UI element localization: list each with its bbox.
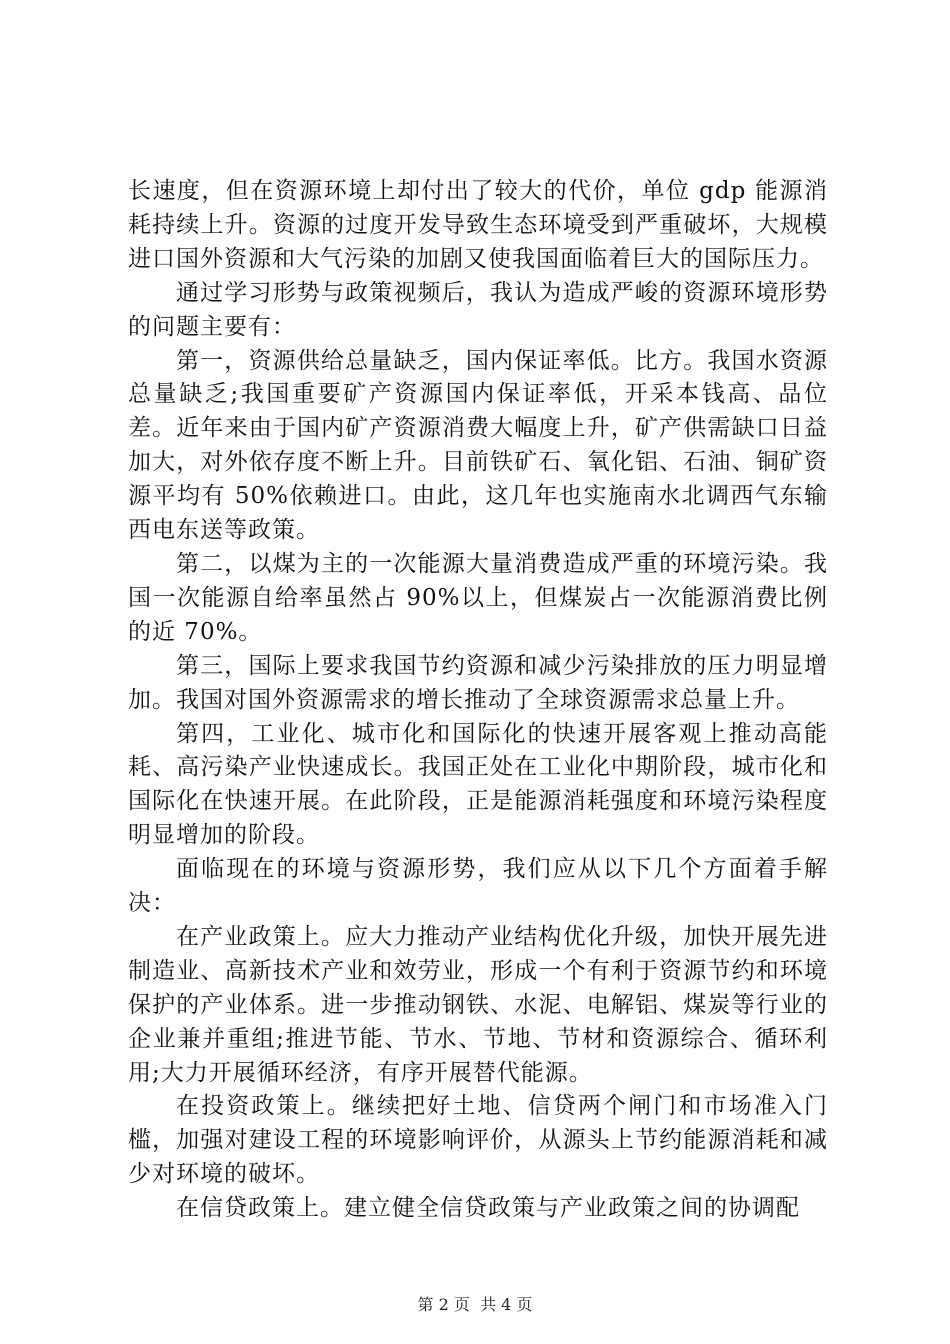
paragraph: 通过学习形势与政策视频后，我认为造成严峻的资源环境形势的问题主要有： <box>128 279 828 340</box>
paragraph: 面临现在的环境与资源形势，我们应从以下几个方面着手解决： <box>128 856 828 917</box>
document-body <box>128 175 828 1226</box>
paragraph: 长速度，但在资源环境上却付出了较大的代价，单位 gdp 能源消耗持续上升。资源的过度开发导致生态环境受到严重破坏，大规模进口国外资源和大气污染的加剧又使我国面临着巨大的国际压力。 <box>128 178 828 272</box>
page-number-label: 第 2 页 共 4 页 <box>417 1295 533 1314</box>
paragraph: 在产业政策上。应大力推动产业结构优化升级，加快开展先进制造业、高新技术产业和效劳业，形成一个有利于资源节约和环境保护的产业体系。进一步推动钢铁、水泥、电解铝、煤炭等行业的企业兼并重组;推进节能、节水、节地、节材和资源综合、循环利用;大力开展循环经济，有序开展替代能源。 <box>128 923 828 1086</box>
paragraph: 第二，以煤为主的一次能源大量消费造成严重的环境污染。我国一次能源自给率虽然占 90%以上，但煤炭占一次能源消费比例的近 70%。 <box>128 550 828 645</box>
page-footer <box>0 1295 950 1315</box>
paragraph: 第四，工业化、城市化和国际化的快速开展客观上推动高能耗、高污染产业快速成长。我国正处在工业化中期阶段，城市化和国际化在快速开展。在此阶段，正是能源消耗强度和环境污染程度明显增加的阶段。 <box>128 720 828 849</box>
paragraph: 第一，资源供给总量缺乏，国内保证率低。比方。我国水资源总量缺乏;我国重要矿产资源国内保证率低，开采本钱高、品位差。近年来由于国内矿产资源消费大幅度上升，矿产供需缺口日益加大，对外依存度不断上升。目前铁矿石、氧化铝、石油、铜矿资源平均有 50%依赖进口。由此，这几年也实施南水北调西气东输西电东送等政策。 <box>128 347 828 544</box>
paragraph: 在信贷政策上。建立健全信贷政策与产业政策之间的协调配 <box>176 1195 800 1222</box>
paragraph: 第三，国际上要求我国节约资源和减少污染排放的压力明显增加。我国对国外资源需求的增长推动了全球资源需求总量上升。 <box>128 652 828 713</box>
paragraph: 在投资政策上。继续把好土地、信贷两个闸门和市场准入门槛，加强对建设工程的环境影响评价，从源头上节约能源消耗和减少对环境的破坏。 <box>128 1093 828 1188</box>
